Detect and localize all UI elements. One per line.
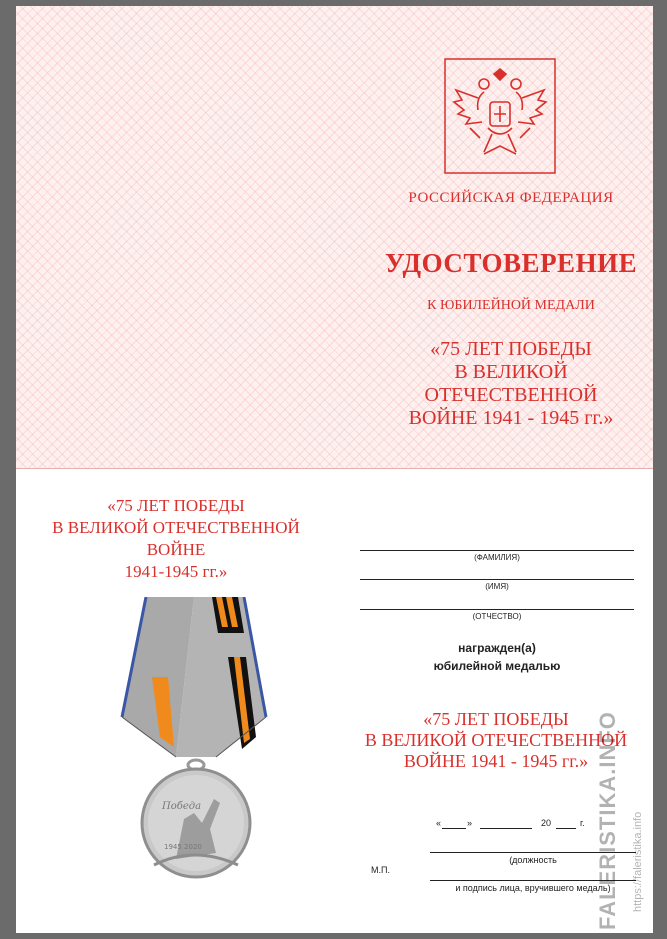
cover-medal-line-1: «75 ЛЕТ ПОБЕДЫ [430,338,592,360]
inner-left-title [26,495,326,583]
medal-years: 1945 2020 [164,843,202,851]
watermark-url: https://faleristika.info [632,811,644,912]
country-name: РОССИЙСКАЯ ФЕДЕРАЦИЯ [408,190,614,206]
medal-kind-text: юбилейной медалью [433,659,561,673]
cover-medal-line-4: ВОЙНЕ 1941 - 1945 гг.» [408,407,614,429]
patronymic-line[interactable] [360,609,634,610]
surname-line[interactable] [360,550,634,551]
certificate-inner [16,469,653,933]
awarded-text: награжден(а) [458,641,536,655]
signature-label: и подпись лица, вручившего медаль) [455,883,611,893]
inner-medal-line-1: «75 ЛЕТ ПОБЕДЫ [423,709,569,729]
watermark [595,711,621,930]
surname-label: (ФАМИЛИЯ) [474,553,520,562]
date-close-quote: » [467,818,473,828]
date-day-line[interactable] [442,828,466,829]
inner-medal-line-2: В ВЕЛИКОЙ ОТЕЧЕСТВЕННОЙ [364,730,628,750]
date-year-suffix: г. [580,818,585,828]
inner-medal-line-3: ВОЙНЕ 1941 - 1945 гг.» [403,751,589,771]
cover-medal-line-3: ОТЕЧЕСТВЕННОЙ [424,384,598,406]
document-subtitle: К ЮБИЛЕЙНОЙ МЕДАЛИ [427,298,595,313]
date-month-line[interactable] [480,828,532,829]
left-title-line-3: 1941-1945 гг.» [124,562,228,581]
left-title-line-1: «75 ЛЕТ ПОБЕДЫ [107,496,245,515]
left-title-line-2: В ВЕЛИКОЙ ОТЕЧЕСТВЕННОЙ ВОЙНЕ [52,518,300,559]
date-year-prefix: 20 [541,818,552,828]
name-label: (ИМЯ) [485,582,509,591]
patronymic-label: (ОТЧЕСТВО) [472,612,522,621]
document-title: УДОСТОВЕРЕНИЕ [384,248,638,278]
certificate-cover [16,6,653,469]
stamp-label: М.П. [371,865,390,875]
medal-image [116,597,276,901]
cover-medal-name [361,338,661,430]
watermark-brand: FALERISTIKA.INFO [595,711,620,930]
date-year-line[interactable] [556,828,576,829]
cover-medal-line-2: В ВЕЛИКОЙ [454,361,568,383]
medal-inscription: Победа [162,801,202,812]
watermark-url-wrap [628,812,646,912]
date-open-quote: « [436,818,442,828]
name-line[interactable] [360,579,634,580]
position-label: (должность [509,855,557,865]
coat-of-arms-icon [444,58,556,174]
